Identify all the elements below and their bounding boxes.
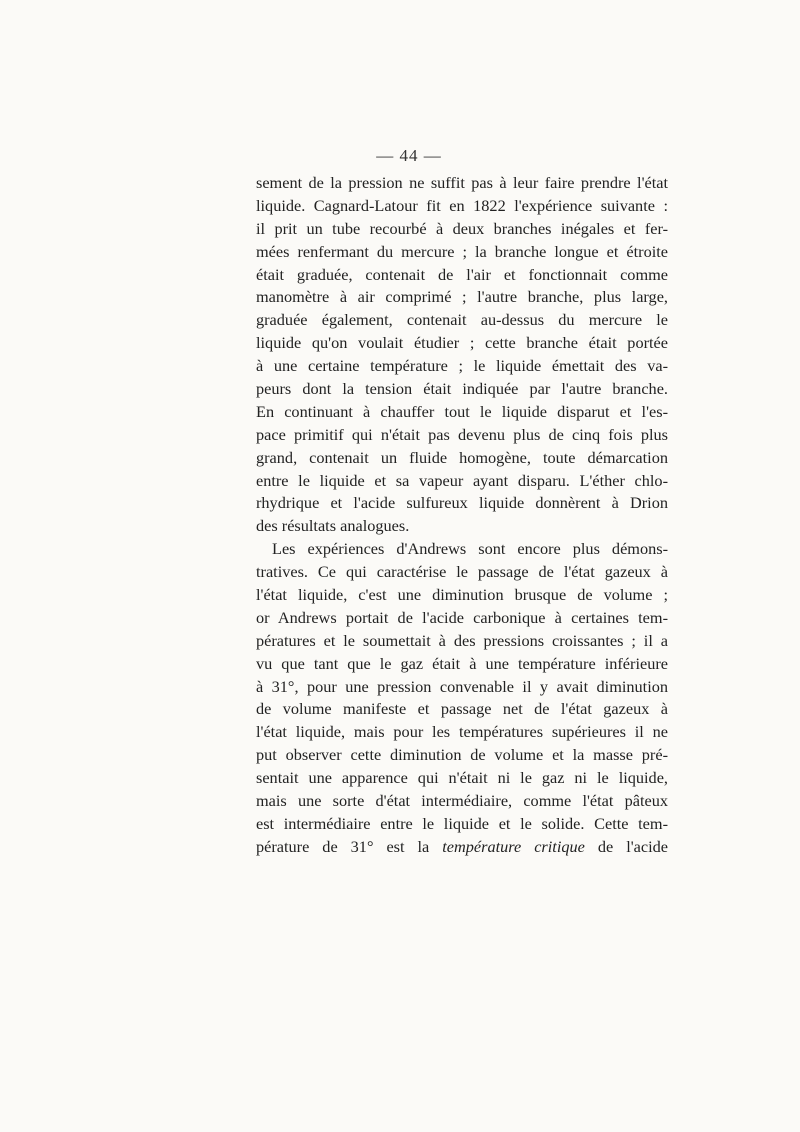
text-line: entre le liquide et sa vapeur ayant disparu. L'éther chlo- bbox=[256, 470, 668, 490]
text-line: tratives. Ce qui caractérise le passage de l'état gazeux à bbox=[256, 562, 668, 582]
paragraph-start-line: Les expériences d'Andrews sont encore plus démons- bbox=[272, 539, 668, 559]
text-line: sement de la pression ne suffit pas à leur faire prendre l'état bbox=[256, 173, 668, 192]
text-line: grand, contenait un fluide homogène, toute démarcation bbox=[256, 447, 668, 467]
text-line: l'état liquide, c'est une diminution brusque de volume ; bbox=[256, 585, 668, 605]
text-line: à une certaine température ; le liquide émettait des va- bbox=[256, 356, 668, 376]
text-line: est intermédiaire entre le liquide et le solide. Cette tem- bbox=[256, 813, 668, 833]
text-line: mais une sorte d'état intermédiaire, comme l'état pâteux bbox=[256, 791, 668, 811]
text-line: mées renfermant du mercure ; la branche longue et étroite bbox=[256, 241, 668, 261]
final-text-line bbox=[256, 836, 668, 859]
text-line: était graduée, contenait de l'air et fonctionnait comme bbox=[256, 264, 668, 284]
text-line: manomètre à air comprimé ; l'autre branche, plus large, bbox=[256, 287, 668, 307]
text-line: liquide qu'on voulait étudier ; cette branche était portée bbox=[256, 333, 668, 353]
text-line: liquide. Cagnard-Latour fit en 1822 l'expérience suivante : bbox=[256, 195, 668, 215]
text-line: En continuant à chauffer tout le liquide disparut et l'es- bbox=[256, 401, 668, 421]
body-text bbox=[256, 172, 668, 859]
text-line: vu que tant que le gaz était à une température inférieure bbox=[256, 653, 668, 673]
text-line: pératures et le soumettait à des pressions croissantes ; il a bbox=[256, 630, 668, 650]
text-line: il prit un tube recourbé à deux branches inégales et fer- bbox=[256, 218, 668, 238]
page-number: — 44 — bbox=[376, 146, 442, 165]
text-line: l'état liquide, mais pour les températures supérieures il ne bbox=[256, 722, 668, 742]
text-line: graduée également, contenait au-dessus du mercure le bbox=[256, 310, 668, 330]
text-line: de volume manifeste et passage net de l'état gazeux à bbox=[256, 699, 668, 719]
text-line: or Andrews portait de l'acide carbonique à certaines tem- bbox=[256, 607, 668, 627]
text-line: sentait une apparence qui n'était ni le gaz ni le liquide, bbox=[256, 768, 668, 788]
text-line: des résultats analogues. bbox=[256, 516, 410, 536]
text-line: put observer cette diminution de volume et la masse pré- bbox=[256, 745, 668, 765]
final-line-before: pérature de 31° est la bbox=[256, 836, 443, 856]
text-line: à 31°, pour une pression convenable il y avait diminution bbox=[256, 676, 668, 696]
text-line: pace primitif qui n'était pas devenu plus de cinq fois plus bbox=[256, 424, 668, 444]
text-line: peurs dont la tension était indiquée par l'autre branche. bbox=[256, 379, 668, 399]
text-line: rhydrique et l'acide sulfureux liquide donnèrent à Drion bbox=[256, 493, 668, 513]
italic-term: température critique bbox=[442, 836, 585, 856]
final-line-after: de l'acide bbox=[584, 836, 668, 856]
